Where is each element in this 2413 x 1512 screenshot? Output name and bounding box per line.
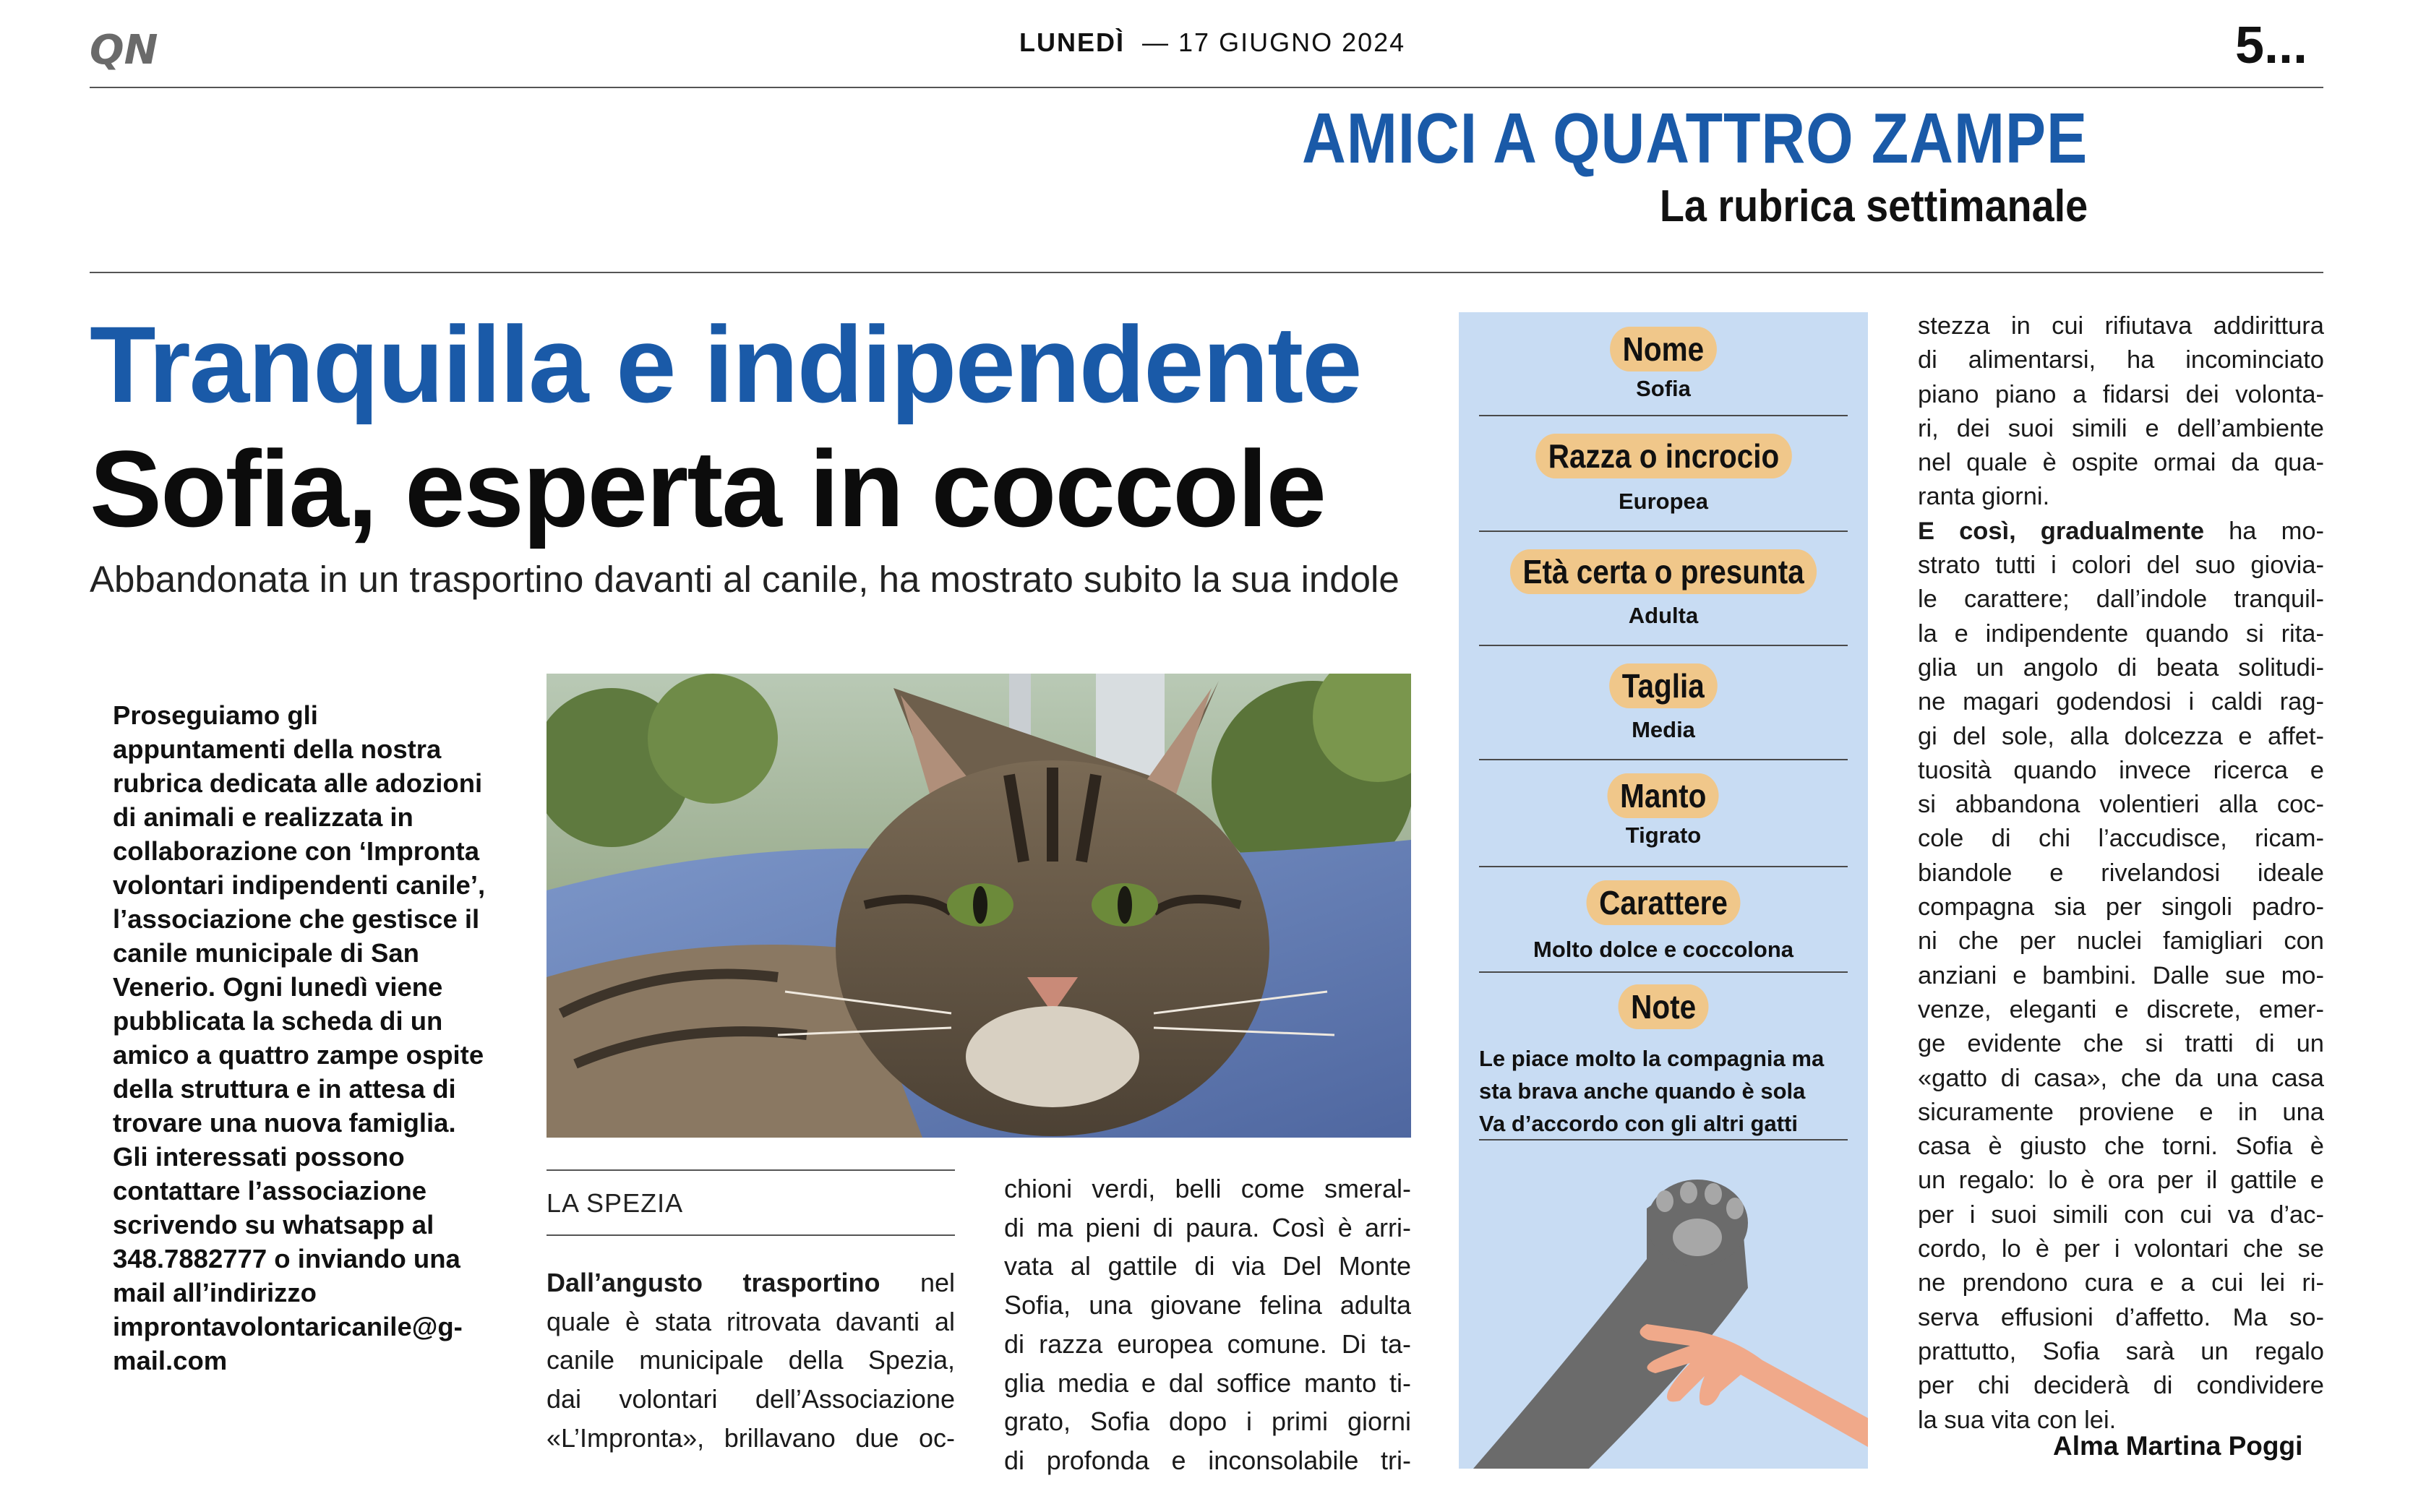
logo-text: QN <box>90 27 158 71</box>
body-line: sicuramente proviene e in una <box>1918 1098 2324 1126</box>
body-line: glia media e dal soffice manto ti- <box>1004 1367 1411 1398</box>
body-line: quale è stata ritrovata davanti al <box>547 1306 955 1336</box>
dateline-rule-bottom <box>547 1234 955 1236</box>
body-line: «gatto di casa», che da una casa <box>1918 1064 2324 1092</box>
pet-info-box <box>1459 312 1868 1469</box>
body-line: ge evidente che si tratti di un <box>1918 1030 2324 1058</box>
body-line: tuosità quando invece ricerca e <box>1918 756 2324 784</box>
body-line: compagna sia per singoli padro- <box>1918 893 2324 922</box>
qn-logo <box>90 27 184 71</box>
info-field-character <box>1479 880 1848 963</box>
body-line: gi del sole, alla dolcezza e affet- <box>1918 722 2324 750</box>
cat-illustration <box>547 674 1411 1138</box>
info-field-name <box>1479 327 1848 402</box>
cat-photo <box>547 674 1411 1138</box>
body-line: stezza in cui rifiutava addirittura <box>1918 312 2324 340</box>
body-line: dai volontari dell’Associazione <box>547 1384 955 1414</box>
info-divider <box>1479 415 1848 416</box>
body-line: grato, Sofia dopo i primi giorni <box>1004 1406 1411 1437</box>
headline-secondary: Sofia, esperta in coccole <box>90 428 1325 549</box>
issue-date <box>1019 27 1405 58</box>
info-field-notes <box>1479 984 1848 1029</box>
body-line: prattutto, Sofia sarà un regalo <box>1918 1337 2324 1365</box>
note-line: Va d’accordo con gli altri gatti <box>1479 1111 1798 1136</box>
info-value: Europea <box>1618 489 1709 514</box>
dateline-rule-top <box>547 1169 955 1171</box>
info-divider <box>1479 531 1848 532</box>
body-line: ne prendono cura e a cui lei ri- <box>1918 1269 2324 1297</box>
info-value: Sofia <box>1636 376 1691 401</box>
info-field-breed <box>1479 434 1848 515</box>
body-line: ne magari godendosi i caldi rag- <box>1918 688 2324 716</box>
lead-in: E così, gradualmente <box>1918 517 2205 545</box>
note-line: Le piace molto la compagnia ma <box>1479 1046 1825 1071</box>
body-line: Sofia, una giovane felina adulta <box>1004 1290 1411 1320</box>
body-line: piano piano a fidarsi dei volonta- <box>1918 380 2324 408</box>
dateline: LA SPEZIA <box>547 1188 684 1218</box>
info-value: Tigrato <box>1625 822 1702 848</box>
issue-day: LUNEDÌ <box>1019 27 1125 57</box>
body-line: biandole e rivelandosi ideale <box>1918 859 2324 887</box>
body-line: di razza europea comune. Di ta- <box>1004 1328 1411 1359</box>
section-subtitle: La rubrica settimanale <box>1659 181 2088 231</box>
body-line: si abbandona volentieri alla coc- <box>1918 791 2324 819</box>
note-line: sta brava anche quando è sola <box>1479 1078 1806 1104</box>
body-line: per i suoi simili con cui va d’ac- <box>1918 1200 2324 1229</box>
info-divider <box>1479 1139 1848 1141</box>
info-divider <box>1479 971 1848 973</box>
body-line: chioni verdi, belli come smeral- <box>1004 1174 1411 1203</box>
body-line: glia un angolo di beata solitudi- <box>1918 653 2324 682</box>
body-line: serva effusioni d’affetto. Ma so- <box>1918 1303 2324 1331</box>
info-field-age <box>1479 549 1848 629</box>
paw-hand-illustration <box>1459 1143 1868 1469</box>
section-rule <box>90 272 2323 273</box>
info-divider <box>1479 866 1848 867</box>
info-label: Note <box>1618 984 1708 1029</box>
body-line: ni che per nuclei famigliari con <box>1918 927 2324 955</box>
info-label: Manto <box>1608 773 1719 818</box>
article-deck: Abbandonata in un trasportino davanti al canile, ha mostrato subito la sua indole <box>90 559 1400 600</box>
body-line: cordo, lo è per i volontari che se <box>1918 1235 2324 1263</box>
body-line: di alimentarsi, ha incominciato <box>1918 346 2324 374</box>
intro-paragraph: Proseguiamo gli appuntamenti della nostra rubrica dedicata alle adozioni di animali e realizzata in collaborazione con ‘Impronta volontari indipendenti canile’, l’associazione che gestisce il canile municipale di San Venerio. Ogni lunedì viene pubblicata la scheda di un amico a quattro zampe ospite della struttura e in attesa di trovare una nuova famiglia. Gli interessati possono contattare l’associazione scrivendo su whatsapp al 348.7882777 o inviando una mail all’indirizzo improntavolontaricanile@g-mail.com <box>113 700 486 1375</box>
body-line: ranta giorni. <box>1918 483 2050 511</box>
headline-primary: Tranquilla e indipendente <box>90 304 1361 425</box>
body-line: la sua vita con lei. <box>1918 1406 2117 1434</box>
issue-date-text: — 17 GIUGNO 2024 <box>1142 27 1406 57</box>
info-value: Adulta <box>1628 603 1699 628</box>
body-line: casa è giusto che torni. Sofia è <box>1918 1133 2324 1161</box>
body-line: cole di chi l’accudisce, ricam- <box>1918 825 2324 853</box>
body-line: di profonda e inconsolabile tri- <box>1004 1445 1411 1475</box>
body-column-1 <box>547 1263 955 1458</box>
header-rule <box>90 87 2323 88</box>
info-notes <box>1479 1042 1848 1140</box>
lead-in: Dall’angusto trasportino <box>547 1268 880 1297</box>
body-line: di ma pieni di paura. Così è arri- <box>1004 1212 1411 1242</box>
body-line: Dall’angusto trasportino nel <box>547 1268 955 1297</box>
body-line: strato tutti i colori del suo giovia- <box>1918 551 2324 580</box>
info-label: Età certa o presunta <box>1510 549 1817 594</box>
body-line: ri, dei suoi simili e dell’ambiente <box>1918 414 2324 442</box>
body-line: un regalo: lo è ora per il gattile e <box>1918 1167 2324 1195</box>
info-divider <box>1479 645 1848 646</box>
info-field-size <box>1479 663 1848 743</box>
info-field-coat <box>1479 773 1848 849</box>
body-line: E così, gradualmente ha mo- <box>1918 517 2324 545</box>
section-title: AMICI A QUATTRO ZAMPE <box>1301 98 2088 178</box>
body-line: canile municipale della Spezia, <box>547 1345 955 1375</box>
body-line: le carattere; dall’indole tranquil- <box>1918 585 2324 614</box>
page-number: 5... <box>2235 17 2308 74</box>
body-line: venze, eleganti e discrete, emer- <box>1918 995 2324 1023</box>
body-line: anziani e bambini. Dalle sue mo- <box>1918 961 2324 989</box>
info-value: Molto dolce e coccolona <box>1533 937 1793 962</box>
info-label: Razza o incrocio <box>1535 434 1792 478</box>
info-divider <box>1479 759 1848 760</box>
body-line: per chi deciderà di condividere <box>1918 1372 2324 1400</box>
info-value: Media <box>1632 717 1695 742</box>
body-line: «L’Impronta», brillavano due oc- <box>547 1422 955 1453</box>
info-label: Nome <box>1610 327 1717 371</box>
info-label: Carattere <box>1587 880 1741 925</box>
body-column-2 <box>1004 1169 1411 1480</box>
body-line: nel quale è ospite ormai da qua- <box>1918 449 2324 477</box>
info-label: Taglia <box>1609 663 1717 708</box>
body-column-3 <box>1918 309 2324 1438</box>
body-line: la e indipendente quando si rita- <box>1918 619 2324 648</box>
article-author: Alma Martina Poggi <box>2053 1431 2303 1461</box>
body-line: vata al gattile di via Del Monte <box>1004 1251 1411 1281</box>
